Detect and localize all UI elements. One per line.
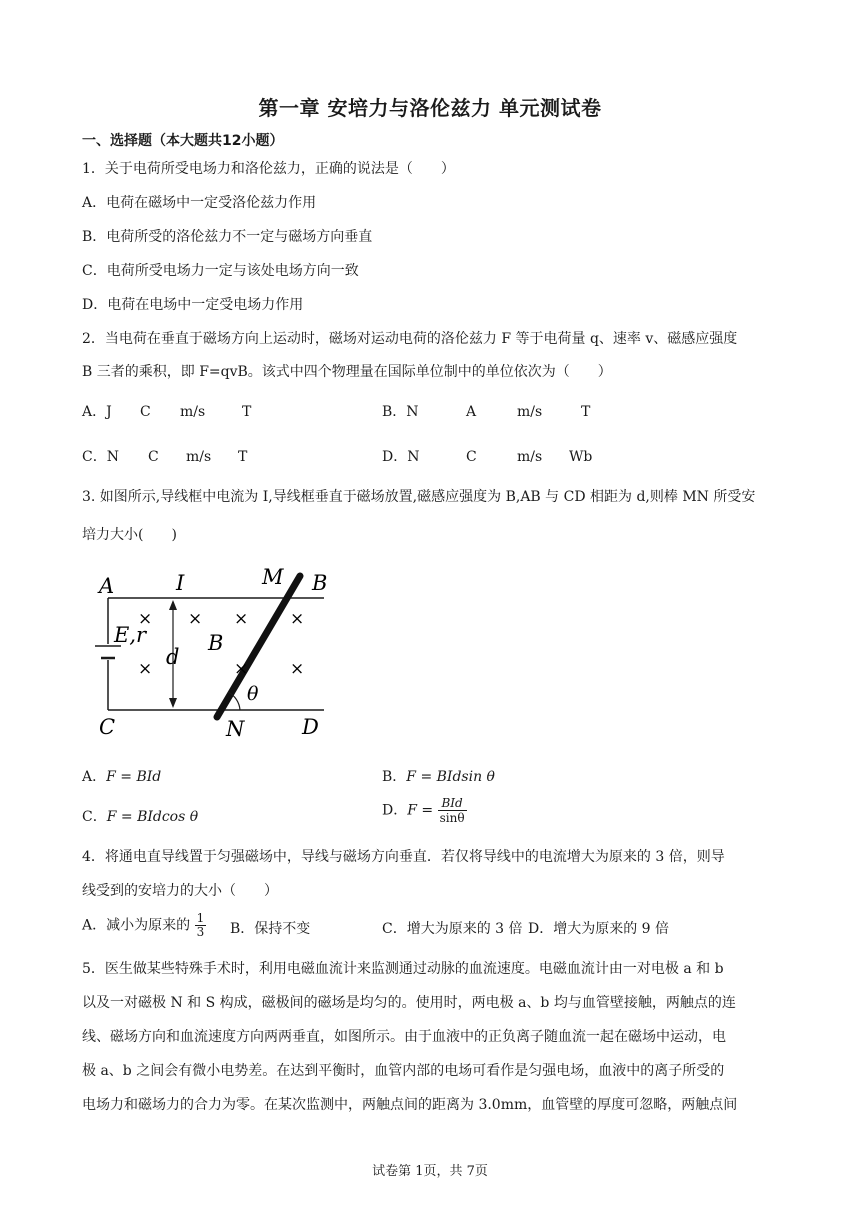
d-arrow-head-bottom — [169, 698, 177, 708]
rod-mn — [217, 576, 300, 717]
q4-stem-line2: 线受到的安培力的大小（ ） — [82, 883, 278, 899]
q4-option-c: C．增大为原来的 3 倍 — [382, 921, 523, 937]
label-a: A — [99, 574, 115, 598]
q4-option-b: B．保持不变 — [230, 921, 311, 937]
q3-option-d-lhs: F = — [407, 802, 434, 819]
q1-option-c: C．电荷所受电场力一定与该处电场方向一致 — [82, 263, 359, 279]
field-cross: × — [290, 659, 305, 679]
field-cross: × — [138, 609, 153, 629]
q3-option-d-fraction — [438, 796, 467, 825]
q5-line4: 极 a、b 之间会有微小电势差。在达到平衡时，血管内部的电场可看作是匀强电场，血液中的离子所受的 — [82, 1063, 725, 1079]
q2-option-d: D．N C m/s Wb — [382, 449, 593, 465]
q4-option-d: D．增大为原来的 9 倍 — [528, 921, 670, 937]
q4-stem-line1: 4．将通电直导线置于匀强磁场中，导线与磁场方向垂直．若仅将导线中的电流增大为原来的 3 倍，则导 — [82, 849, 725, 865]
q1-option-a: A．电荷在磁场中一定受洛伦兹力作用 — [82, 195, 317, 211]
page-footer: 试卷第 1页，共 7页 — [372, 1164, 488, 1179]
q5-line2: 以及一对磁极 N 和 S 构成，磁极间的磁场是均匀的。使用时，两电极 a、b 均与血管壁接触，两触点的连 — [82, 995, 736, 1011]
label-c: C — [99, 715, 116, 739]
label-b-field: B — [208, 631, 224, 655]
q3-option-a-formula: F = BId — [106, 769, 162, 785]
q3-circuit-figure — [90, 560, 340, 745]
field-cross: × — [234, 659, 249, 679]
q1-option-b: B．电荷所受的洛伦兹力不一定与磁场方向垂直 — [82, 229, 373, 245]
q3-option-b-formula: F = BIdsin θ — [406, 769, 495, 785]
q3-option-c-formula: F = BIdcos θ — [106, 809, 199, 825]
q2-option-c: C．N C m/s T — [82, 449, 248, 465]
q2-option-b: B．N A m/s T — [382, 404, 591, 420]
q5-line3: 线、磁场方向和血流速度方向两两垂直，如图所示。由于血液中的正负离子随血流一起在磁场中运动，电 — [82, 1029, 726, 1045]
fraction-numerator: 1 — [196, 911, 205, 925]
field-cross: × — [138, 659, 153, 679]
q2-stem-line2: B 三者的乘积，即 F=qvB。该式中四个物理量在国际单位制中的单位依次为（ ） — [82, 364, 612, 380]
label-d: d — [166, 645, 180, 669]
label-e-r: E,r — [114, 623, 147, 647]
fraction-numerator: BId — [438, 796, 467, 811]
label-d-corner: D — [302, 715, 319, 739]
q5-line1: 5．医生做某些特殊手术时，利用电磁血流计来监测通过动脉的血流速度。电磁血流计由一对电极 a 和 b — [82, 961, 724, 977]
q3-stem-line1: 3. 如图所示,导线框中电流为 I,导线框垂直于磁场放置,磁感应强度为 B,AB 与 CD 相距为 d,则棒 MN 所受安 — [82, 489, 756, 505]
label-b-corner: B — [312, 571, 328, 595]
label-theta: θ — [247, 683, 259, 705]
q1-option-d: D．电荷在电场中一定受电场力作用 — [82, 297, 304, 313]
label-i: I — [176, 571, 185, 595]
q2-stem-line1: 2．当电荷在垂直于磁场方向上运动时，磁场对运动电荷的洛伦兹力 F 等于电荷量 q、速率 v、磁感应强度 — [82, 331, 738, 347]
field-cross: × — [188, 609, 203, 629]
q3-option-a: A．F = BId — [82, 769, 162, 785]
d-arrow-head-top — [169, 600, 177, 610]
q3-option-b: B．F = BIdsin θ — [382, 769, 495, 785]
label-m: M — [262, 565, 284, 589]
q3-option-d: D．F = $\frac{\text{BId}}{\sin\theta}$ — [382, 796, 465, 825]
section-heading: 一、选择题（本大题共12小题） — [82, 133, 284, 149]
q4-option-a-fraction — [195, 912, 207, 939]
q2-option-a: A．J C m/s T — [82, 404, 252, 420]
label-n: N — [226, 717, 245, 741]
q3-stem-line2: 培力大小( ) — [82, 527, 177, 543]
q5-line5: 电场力和磁场力的合力为零。在某次监测中，两触点间的距离为 3.0mm，血管壁的厚度可忽略，两触点间 — [82, 1097, 738, 1113]
q3-option-c: C．F = BIdcos θ — [82, 809, 199, 825]
field-cross: × — [290, 609, 305, 629]
fraction-denominator: 3 — [196, 925, 205, 939]
q1-stem: 1．关于电荷所受电场力和洛伦兹力，正确的说法是（ ） — [82, 161, 455, 177]
fraction-denominator: sinθ — [439, 811, 465, 825]
page-title: 第一章 安培力与洛伦兹力 单元测试卷 — [258, 96, 602, 120]
q4-option-a: A．减小为原来的 $\frac{1}{3}$ — [82, 911, 205, 939]
field-cross: × — [234, 609, 249, 629]
